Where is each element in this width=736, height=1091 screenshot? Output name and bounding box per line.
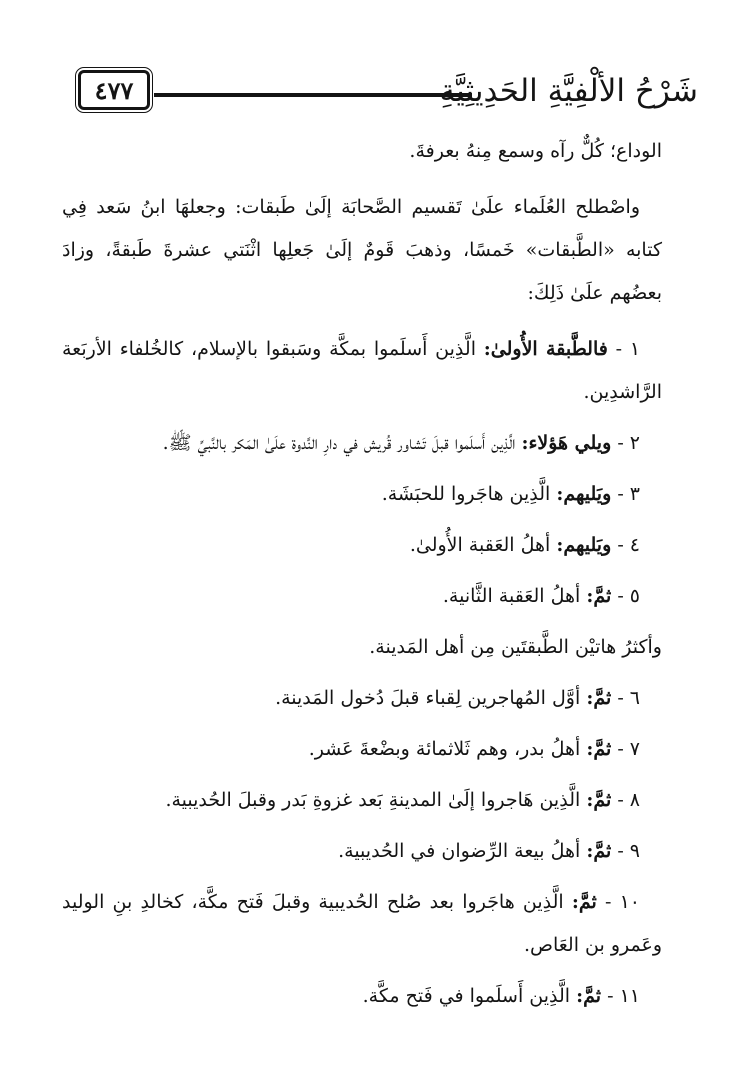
list-item bbox=[62, 881, 662, 967]
item-text: الَّذِين أَسلَموا قبلَ تَشاور قُريش في دارِ النَّدوة علَىٰ المَكر بالنَّبيِّ ﷺ. bbox=[162, 432, 516, 454]
item-lead: ثمَّ: bbox=[576, 985, 602, 1007]
item-text: أهلُ العَقبة الثَّانية. bbox=[442, 585, 581, 607]
item-number: ١ - bbox=[615, 338, 641, 360]
list-item bbox=[62, 677, 662, 720]
item-lead: ويَليهم: bbox=[556, 483, 612, 505]
list-item bbox=[62, 422, 662, 465]
item-number: ٤ - bbox=[617, 534, 640, 556]
item-text: أهلُ بدر، وهم ثَلاثمائة وبضْعةَ عَشر. bbox=[308, 738, 581, 760]
item-number: ٨ - bbox=[617, 789, 640, 811]
page-body bbox=[62, 130, 662, 1026]
item-number: ٧ - bbox=[617, 738, 640, 760]
list-item bbox=[62, 830, 662, 873]
list-item bbox=[62, 328, 662, 414]
header-rule bbox=[154, 93, 472, 97]
item-text: الَّذِين هاجَروا للحبَشَة. bbox=[381, 483, 551, 505]
item-text: الَّذِين هاجَروا بعد صُلح الحُديبية وقبلَ فَتح مكَّة، كخالدِ بنِ الوليد وعَمرو بن العَاص. bbox=[62, 891, 662, 956]
item-text: الَّذِين هَاجروا إلَىٰ المدينةِ بَعد غزوةِ بَدر وقبلَ الحُديبية. bbox=[165, 789, 581, 811]
item-lead: ويَليهم: bbox=[556, 534, 612, 556]
item-number: ٥ - bbox=[617, 585, 640, 607]
item-number: ٩ - bbox=[617, 840, 640, 862]
item-lead: ثمَّ: bbox=[586, 840, 612, 862]
item-lead: ويلي هَؤلاء: bbox=[521, 432, 612, 454]
item-number: ٣ - bbox=[617, 483, 640, 505]
item-lead: ثمَّ: bbox=[586, 687, 612, 709]
item-number: ٦ - bbox=[617, 687, 640, 709]
paragraph-intro: واصْطلح العُلَماء علَىٰ تَقسيم الصَّحابَة إلَىٰ طَبقات: وجعلهَا ابنُ سَعد فِي كتابه «الطَّبقات» خَمسًا، وذهبَ قَومٌ إلَىٰ جَعلِها اثْنَتي عشرةَ طَبقةً، وزادَ بعضُهم علَىٰ ذَلِكَ: bbox=[62, 196, 662, 304]
list-item bbox=[62, 473, 662, 516]
item-text: أوَّل المُهاجرين لِقباء قبلَ دُخول المَدينة. bbox=[275, 687, 581, 709]
paragraph-note: وأكثرُ هاتيْن الطَّبقتَين مِن أهل المَدينة. bbox=[369, 636, 662, 658]
item-text: أهلُ العَقبة الأُولىٰ. bbox=[409, 534, 551, 556]
list-item bbox=[62, 975, 662, 1018]
list-item bbox=[62, 728, 662, 771]
running-title: شَرْحُ الألْفِيَّةِ الحَدِيثِيَّةِ bbox=[439, 73, 698, 109]
item-lead: ثمَّ: bbox=[571, 891, 597, 913]
list-item bbox=[62, 575, 662, 618]
item-text: الَّذِين أَسلَموا بمكَّة وسَبقوا بالإسلام، كالخُلفاء الأربَعة الرَّاشدِين. bbox=[62, 338, 662, 403]
item-lead: فالطَّبقة الأُولىٰ: bbox=[483, 338, 608, 360]
list-item bbox=[62, 524, 662, 567]
item-lead: ثمَّ: bbox=[586, 738, 612, 760]
item-number: ١١ - bbox=[607, 985, 640, 1007]
item-number: ١٠ - bbox=[605, 891, 641, 913]
paragraph-continuation: الوداع؛ كُلٌّ رآه وسمع مِنهُ بعرفةَ. bbox=[409, 140, 662, 162]
item-text: أهلُ بيعة الرِّضوان في الحُديبية. bbox=[338, 840, 581, 862]
item-lead: ثمَّ: bbox=[586, 585, 612, 607]
item-text: الَّذِين أَسلَموا في فَتح مكَّة. bbox=[362, 985, 571, 1007]
page-header bbox=[78, 66, 700, 122]
item-lead: ثمَّ: bbox=[586, 789, 612, 811]
page-number: ٤٧٧ bbox=[78, 70, 150, 110]
list-item bbox=[62, 779, 662, 822]
item-number: ٢ - bbox=[617, 432, 640, 454]
